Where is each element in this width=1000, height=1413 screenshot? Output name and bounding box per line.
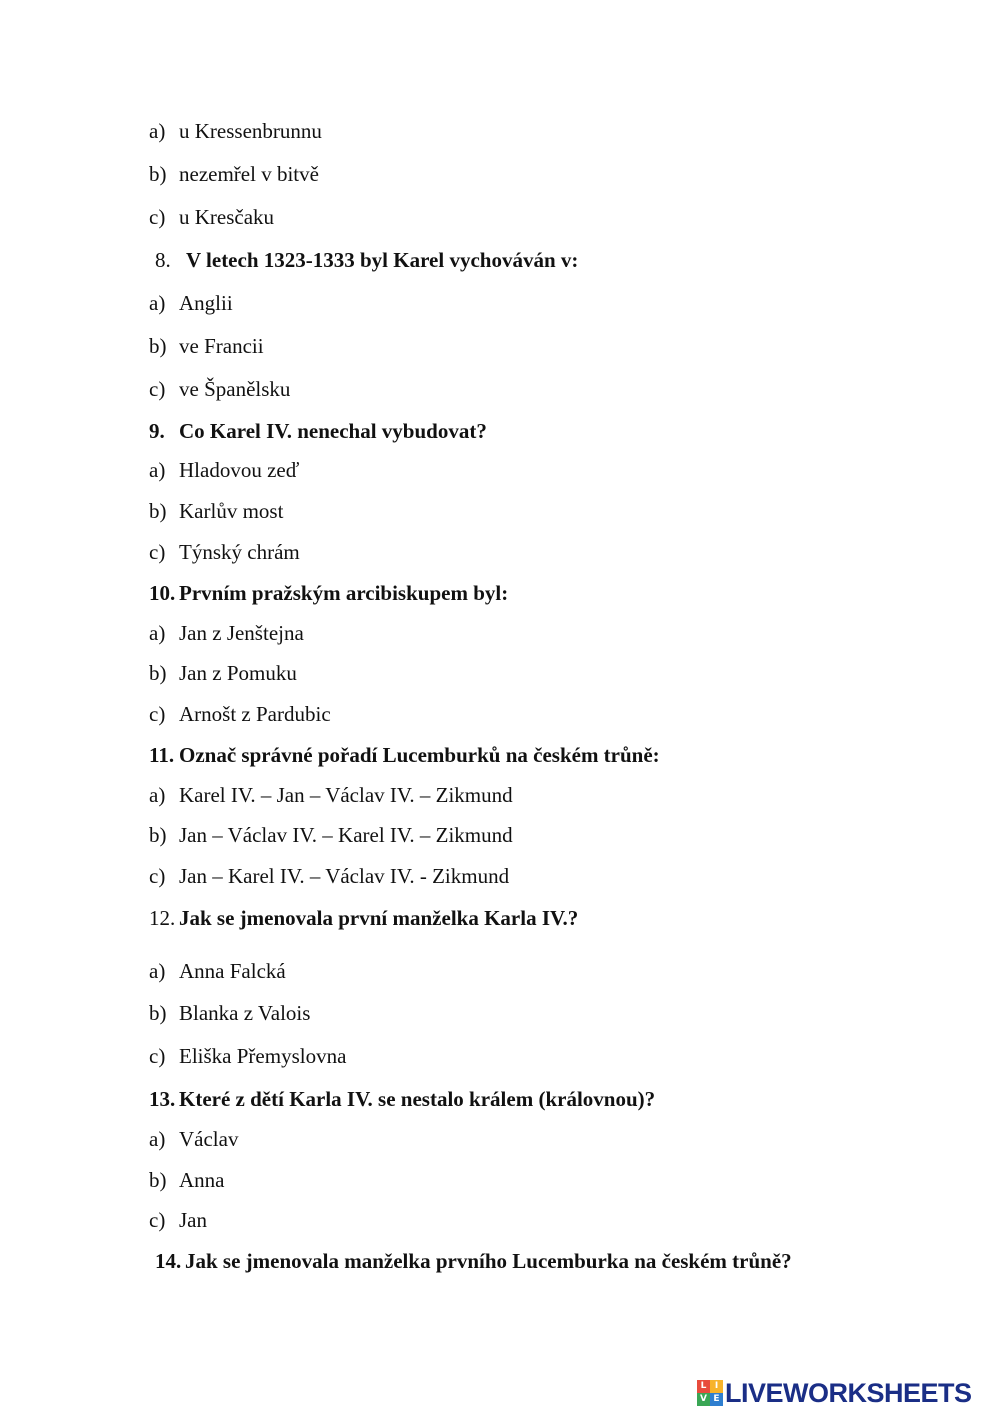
question-text: Jak se jmenovala manželka prvního Lucemburka na českém trůně? bbox=[185, 1249, 792, 1273]
option-label: c) bbox=[149, 1208, 166, 1232]
q7-option-a[interactable] bbox=[149, 118, 322, 144]
question-number: 9. bbox=[149, 419, 165, 443]
option-text: Hladovou zeď bbox=[179, 458, 300, 482]
option-label: a) bbox=[149, 119, 166, 143]
option-label: a) bbox=[149, 959, 166, 983]
q10-option-b[interactable] bbox=[149, 660, 297, 686]
q7-option-c[interactable] bbox=[149, 204, 274, 230]
q11-option-b[interactable] bbox=[149, 822, 513, 848]
q11-option-c[interactable] bbox=[149, 863, 509, 889]
q8-option-c[interactable] bbox=[149, 376, 290, 402]
q13-option-b[interactable] bbox=[149, 1167, 225, 1193]
question-12 bbox=[149, 905, 578, 931]
q13-option-c[interactable] bbox=[149, 1207, 207, 1233]
option-label: c) bbox=[149, 540, 166, 564]
q9-option-a[interactable] bbox=[149, 457, 299, 483]
q9-option-b[interactable] bbox=[149, 498, 283, 524]
q8-option-a[interactable] bbox=[149, 290, 233, 316]
option-text: u Kresčaku bbox=[179, 205, 275, 229]
option-label: b) bbox=[149, 823, 167, 847]
logo-mark-letter: V bbox=[697, 1393, 710, 1406]
option-label: b) bbox=[149, 162, 167, 186]
question-number: 10. bbox=[149, 581, 176, 605]
option-text: Jan z Jenštejna bbox=[179, 621, 304, 645]
option-text: Jan – Karel IV. – Václav IV. - Zikmund bbox=[179, 864, 510, 888]
option-text: nezemřel v bitvě bbox=[179, 162, 319, 186]
option-text: Václav bbox=[179, 1127, 239, 1151]
option-text: Blanka z Valois bbox=[179, 1001, 311, 1025]
option-label: b) bbox=[149, 334, 167, 358]
question-number: 12. bbox=[149, 906, 176, 930]
option-label: c) bbox=[149, 1044, 166, 1068]
option-label: a) bbox=[149, 291, 166, 315]
option-label: c) bbox=[149, 377, 166, 401]
option-label: c) bbox=[149, 205, 166, 229]
option-label: a) bbox=[149, 621, 166, 645]
option-text: Jan z Pomuku bbox=[179, 661, 297, 685]
question-text: Jak se jmenovala první manželka Karla IV.? bbox=[179, 906, 579, 930]
logo-mark-icon bbox=[697, 1380, 723, 1406]
question-10 bbox=[149, 580, 508, 606]
logo-mark-letter: E bbox=[710, 1393, 723, 1406]
option-label: b) bbox=[149, 499, 167, 523]
q10-option-c[interactable] bbox=[149, 701, 331, 727]
question-text: Které z dětí Karla IV. se nestalo králem (královnou)? bbox=[179, 1087, 656, 1111]
option-label: a) bbox=[149, 458, 166, 482]
option-text: Anglii bbox=[179, 291, 233, 315]
option-label: c) bbox=[149, 864, 166, 888]
option-label: a) bbox=[149, 1127, 166, 1151]
question-14 bbox=[155, 1248, 792, 1274]
option-text: Eliška Přemyslovna bbox=[179, 1044, 347, 1068]
option-label: c) bbox=[149, 702, 166, 726]
q12-option-b[interactable] bbox=[149, 1000, 310, 1026]
logo-mark-letter: L bbox=[697, 1380, 710, 1393]
q12-option-a[interactable] bbox=[149, 958, 286, 984]
option-label: b) bbox=[149, 661, 167, 685]
question-9 bbox=[149, 418, 487, 444]
option-text: Arnošt z Pardubic bbox=[179, 702, 331, 726]
question-11 bbox=[149, 742, 660, 768]
option-text: u Kressenbrunnu bbox=[179, 119, 322, 143]
question-13 bbox=[149, 1086, 655, 1112]
question-text: Prvním pražským arcibiskupem byl: bbox=[179, 581, 509, 605]
question-text: Co Karel IV. nenechal vybudovat? bbox=[179, 419, 487, 443]
option-text: ve Francii bbox=[179, 334, 264, 358]
option-label: b) bbox=[149, 1001, 167, 1025]
question-number: 8. bbox=[155, 248, 171, 272]
liveworksheets-logo bbox=[697, 1378, 972, 1408]
q8-option-b[interactable] bbox=[149, 333, 264, 359]
option-text: Anna bbox=[179, 1168, 225, 1192]
q12-option-c[interactable] bbox=[149, 1043, 346, 1069]
q13-option-a[interactable] bbox=[149, 1126, 238, 1152]
q7-option-b[interactable] bbox=[149, 161, 319, 187]
question-number: 13. bbox=[149, 1087, 176, 1111]
option-label: b) bbox=[149, 1168, 167, 1192]
q10-option-a[interactable] bbox=[149, 620, 304, 646]
option-text: Karel IV. – Jan – Václav IV. – Zikmund bbox=[179, 783, 513, 807]
option-text: Týnský chrám bbox=[179, 540, 300, 564]
question-number: 11. bbox=[149, 743, 175, 767]
option-text: Karlův most bbox=[179, 499, 284, 523]
question-text: V letech 1323-1333 byl Karel vychováván v: bbox=[186, 248, 579, 272]
question-8 bbox=[155, 247, 578, 273]
option-text: Anna Falcká bbox=[179, 959, 286, 983]
option-text: Jan – Václav IV. – Karel IV. – Zikmund bbox=[179, 823, 513, 847]
q9-option-c[interactable] bbox=[149, 539, 300, 565]
logo-mark-letter: I bbox=[710, 1380, 723, 1393]
option-text: Jan bbox=[179, 1208, 207, 1232]
option-label: a) bbox=[149, 783, 166, 807]
question-number: 14. bbox=[155, 1249, 182, 1273]
question-text: Označ správné pořadí Lucemburků na českém trůně: bbox=[179, 743, 660, 767]
option-text: ve Španělsku bbox=[179, 377, 291, 401]
logo-text: LIVEWORKSHEETS bbox=[725, 1377, 972, 1408]
q11-option-a[interactable] bbox=[149, 782, 513, 808]
